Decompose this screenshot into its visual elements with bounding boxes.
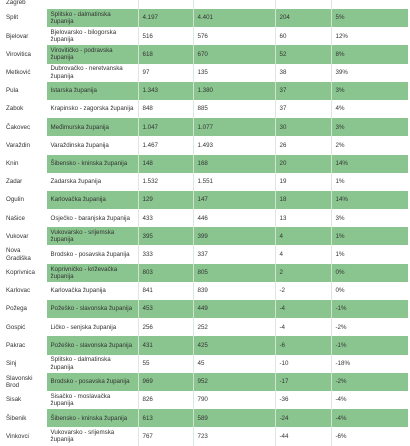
county-cell: Bjelovarsko - bilogorska županija [46,27,138,45]
county-cell: Dubrovačko - neretvanska županija [46,64,138,82]
table-row [6,318,408,336]
county-cell: Požeško - slavonska županija [46,300,138,318]
percent-change-cell: -4% [331,391,408,409]
value-2019-cell: 395 [138,227,193,245]
table-row [6,209,408,227]
table-row [6,391,408,409]
county-cell: Virovitičko - podravska županija [46,45,138,63]
percent-change-cell: 2% [331,136,408,154]
change-cell: -2 [275,282,331,300]
city-cell: Pula [6,87,19,95]
value-2019-cell: 333 [138,245,193,263]
city-cell: Čakovec [6,123,31,131]
city-cell: Knin [6,159,19,167]
change-cell: 38 [275,64,331,82]
value-2020-cell: 4.401 [193,9,275,27]
table-row [6,227,408,245]
value-2019-cell: 841 [138,282,193,300]
percent-change-cell: 1% [331,227,408,245]
value-2019-cell: 848 [138,100,193,118]
county-cell: Krapinsko - zagorska županija [46,100,138,118]
city-cell: Varaždin [6,141,30,149]
city-cell: Pakrac [6,341,26,349]
city-cell: Vukovar [6,232,29,240]
data-table [6,0,408,446]
value-2019-cell: 969 [138,373,193,391]
value-2020-cell: 805 [193,264,275,282]
county-cell: Osječko - baranjska županija [46,209,138,227]
value-2020-cell: 839 [193,282,275,300]
table-row [6,282,408,300]
county-cell [46,0,138,9]
city-cell: Virovitica [6,50,31,58]
value-2020-cell: 168 [193,155,275,173]
value-2019-cell: 55 [138,355,193,373]
value-2020-cell: 135 [193,64,275,82]
percent-change-cell: 0% [331,264,408,282]
county-cell: Vukovarsko - srijemska županija [46,427,138,445]
value-2019-cell [138,0,193,9]
city-cell: Sinj [6,360,17,368]
city-cell: Požega [6,305,27,313]
change-cell: 2 [275,264,331,282]
value-2019-cell: 618 [138,45,193,63]
city-cell: Vinkovci [6,432,29,440]
value-2019-cell: 1.343 [138,82,193,100]
percent-change-cell: 1% [331,245,408,263]
city-cell: Karlovac [6,287,31,295]
table-row [6,173,408,191]
percent-change-cell: -4% [331,409,408,427]
table-row [6,155,408,173]
table-row [6,245,408,263]
value-2020-cell: 952 [193,373,275,391]
change-cell: -6 [275,336,331,354]
value-2020-cell: 589 [193,409,275,427]
change-cell: 37 [275,82,331,100]
value-2020-cell: 576 [193,27,275,45]
county-cell: Brodsko - posavska županija [46,373,138,391]
value-2019-cell: 433 [138,209,193,227]
table-row [6,27,408,45]
value-2019-cell: 453 [138,300,193,318]
table-row [6,191,408,209]
value-2019-cell: 148 [138,155,193,173]
county-cell: Međimurska županija [46,118,138,136]
value-2019-cell: 613 [138,409,193,427]
change-cell: -24 [275,409,331,427]
percent-change-cell: -1% [331,336,408,354]
percent-change-cell: 3% [331,82,408,100]
change-cell: 20 [275,155,331,173]
change-cell: 37 [275,100,331,118]
county-cell: Istarska županija [46,82,138,100]
value-2019-cell: 97 [138,64,193,82]
change-cell: 204 [275,9,331,27]
change-cell: 19 [275,173,331,191]
value-2020-cell: 252 [193,318,275,336]
value-2020-cell: 1.551 [193,173,275,191]
city-cell: Split [6,14,19,22]
change-cell: -17 [275,373,331,391]
table-row [6,136,408,154]
county-cell: Požeško - slavonska županija [46,336,138,354]
change-cell [275,0,331,9]
table-row [6,100,408,118]
value-2020-cell: 399 [193,227,275,245]
city-cell: Gospić [6,323,26,331]
change-cell: 52 [275,45,331,63]
percent-change-cell: 3% [331,209,408,227]
table-row [6,373,408,391]
data-table-container [6,0,408,446]
percent-change-cell: -18% [331,355,408,373]
change-cell: 4 [275,227,331,245]
city-cell: Zagreb [6,0,26,6]
value-2019-cell: 826 [138,391,193,409]
value-2020-cell: 147 [193,191,275,209]
change-cell: -4 [275,300,331,318]
table-row [6,336,408,354]
value-2020-cell: 425 [193,336,275,354]
county-cell: Zadarska županija [46,173,138,191]
value-2020-cell: 670 [193,45,275,63]
county-cell: Šibensko - kninska županija [46,409,138,427]
change-cell: -10 [275,355,331,373]
value-2019-cell: 431 [138,336,193,354]
change-cell: 4 [275,245,331,263]
change-cell: 13 [275,209,331,227]
table-body [6,0,408,446]
county-cell: Sisačko - moslavačka županija [46,391,138,409]
percent-change-cell: 3% [331,118,408,136]
table-row [6,355,408,373]
percent-change-cell: -6% [331,427,408,445]
value-2020-cell: 449 [193,300,275,318]
value-2019-cell: 1.532 [138,173,193,191]
value-2020-cell: 1.077 [193,118,275,136]
table-row [6,300,408,318]
city-cell: Metković [6,69,31,77]
value-2020-cell: 1.380 [193,82,275,100]
city-cell: Šibenik [6,414,27,422]
city-cell: Koprivnica [6,269,35,277]
city-cell: Slavonski Brod [6,374,33,389]
table-row [6,64,408,82]
percent-change-cell: 1% [331,173,408,191]
city-cell: Zabok [6,105,24,113]
county-cell: Splitsko - dalmatinska županija [46,355,138,373]
city-cell: Zadar [6,178,23,186]
percent-change-cell: -2% [331,318,408,336]
change-cell: -44 [275,427,331,445]
value-2020-cell: 723 [193,427,275,445]
county-cell: Karlovačka županija [46,191,138,209]
value-2020-cell: 446 [193,209,275,227]
city-cell: Našice [6,214,25,222]
change-cell: 26 [275,136,331,154]
table-row [6,427,408,445]
value-2020-cell: 790 [193,391,275,409]
value-2019-cell: 803 [138,264,193,282]
percent-change-cell: 14% [331,191,408,209]
percent-change-cell: -1% [331,300,408,318]
percent-change-cell: 12% [331,27,408,45]
table-row [6,82,408,100]
value-2019-cell: 256 [138,318,193,336]
value-2020-cell [193,0,275,9]
change-cell: -4 [275,318,331,336]
value-2020-cell: 337 [193,245,275,263]
percent-change-cell: 0% [331,282,408,300]
county-cell: Koprivničko - križevačka županija [46,264,138,282]
percent-change-cell: 39% [331,64,408,82]
change-cell: -36 [275,391,331,409]
percent-change-cell: 4% [331,100,408,118]
percent-change-cell: 8% [331,45,408,63]
value-2019-cell: 767 [138,427,193,445]
value-2019-cell: 516 [138,27,193,45]
city-cell: Nova Gradiška [6,247,31,262]
change-cell: 60 [275,27,331,45]
county-cell: Brodsko - posavska županija [46,245,138,263]
value-2020-cell: 45 [193,355,275,373]
table-row [6,264,408,282]
table-row [6,118,408,136]
county-cell: Karlovačka županija [46,282,138,300]
city-cell: Sisak [6,396,22,404]
county-cell: Šibensko - kninska županija [46,155,138,173]
percent-change-cell: -2% [331,373,408,391]
value-2020-cell: 1.493 [193,136,275,154]
table-row [6,9,408,27]
percent-change-cell: 5% [331,9,408,27]
value-2019-cell: 4.197 [138,9,193,27]
value-2020-cell: 885 [193,100,275,118]
value-2019-cell: 1.467 [138,136,193,154]
table-row [6,45,408,63]
value-2019-cell: 129 [138,191,193,209]
table-row [6,409,408,427]
city-cell: Bjelovar [6,32,29,40]
change-cell: 18 [275,191,331,209]
county-cell: Vukovarsko - srijemska županija [46,227,138,245]
county-cell: Splitsko - dalmatinska županija [46,9,138,27]
value-2019-cell: 1.047 [138,118,193,136]
county-cell: Ličko - senjska županija [46,318,138,336]
county-cell: Varaždinska županija [46,136,138,154]
percent-change-cell [331,0,408,9]
change-cell: 30 [275,118,331,136]
percent-change-cell: 14% [331,155,408,173]
city-cell: Ogulin [6,196,24,204]
table-row [6,0,408,9]
